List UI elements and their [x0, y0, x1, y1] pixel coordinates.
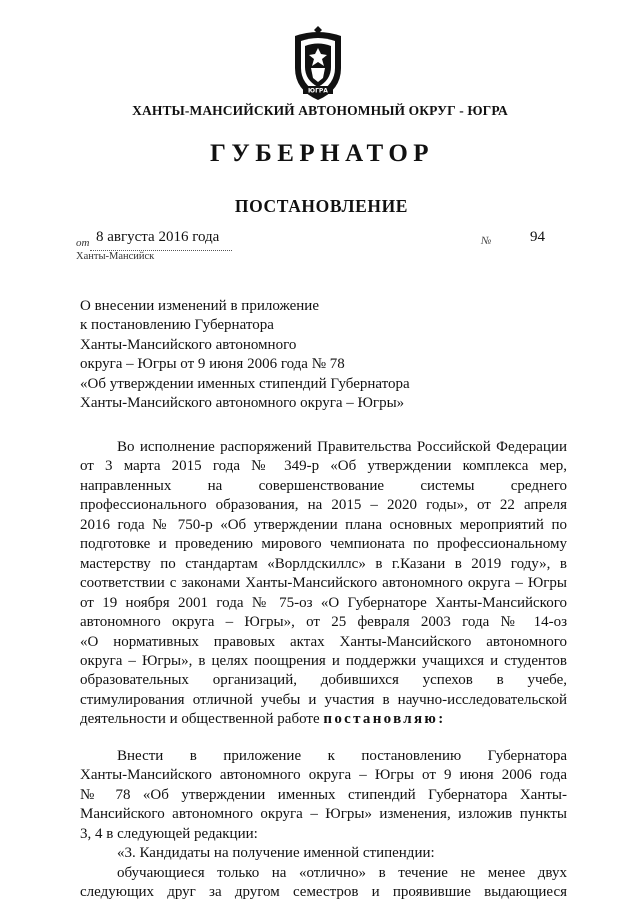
number-label: № — [481, 235, 492, 247]
coat-of-arms-icon — [283, 24, 353, 102]
body-line: следующих друг за другом семестров и проявившие выдающиеся — [80, 883, 567, 900]
body-line: «3. Кандидаты на получение именной стипендии: — [117, 845, 435, 862]
coat-of-arms-graphic — [283, 24, 353, 102]
body-line: Во исполнение распоряжений Правительства Российской Федерации — [117, 439, 567, 455]
body-line: соответствии с законами Ханты-Мансийского автономного округа – Югры — [80, 575, 567, 592]
body-line: подготовке и проведению мирового чемпионата по профессиональному — [80, 536, 567, 553]
body-line: 3, 4 в следующей редакции: — [80, 825, 258, 842]
subject-line: О внесении изменений в приложение — [80, 298, 319, 314]
body-line: направленных на совершенствование системы среднего — [80, 477, 567, 494]
body-line: от 3 марта 2015 года № 349-р «Об утверждении комплекса мер, — [80, 458, 567, 475]
body-line: мастерству по стандартам «Ворлдскиллс» в г.Казани в 2019 году», в — [80, 555, 567, 572]
body-line: Ханты-Мансийского автономного округа – Югры от 9 июня 2006 года — [80, 767, 567, 784]
body-line-resolve — [80, 710, 567, 729]
city-name: Ханты-Мансийск — [76, 251, 155, 262]
date-label: от — [76, 237, 90, 249]
body-line: автономного округа – Югры», от 25 февраля 2003 года № 14-оз — [80, 614, 567, 631]
authority-title: ГУБЕРНАТОР — [209, 140, 435, 167]
body-line: «О нормативных правовых актах Ханты-Мансийского автономного — [80, 633, 567, 650]
emblem-caption: ЮГРА — [308, 87, 328, 95]
document-subject — [80, 297, 480, 413]
paragraph-gap — [80, 730, 567, 747]
body-line-text: деятельности и общественной работе — [80, 711, 320, 728]
body-line: 2016 года № 750-р «Об утверждении плана основных мероприятий по — [80, 516, 567, 533]
subject-line: округа – Югры от 9 июня 2006 года № 78 — [80, 356, 345, 373]
subject-line: Ханты-Мансийского автономного — [80, 336, 297, 353]
body-line: профессионального образования, на 2015 – 2020 годы», от 22 апреля — [80, 497, 567, 514]
body-line: № 78 «Об утверждении именных стипендий Губернатора Ханты- — [80, 786, 567, 803]
body-line: образовательных организаций, добившихся успехов в учебе, — [80, 672, 567, 689]
resolve-word: постановляю: — [323, 711, 446, 728]
body-line: Внести в приложение к постановлению Губернатора — [117, 747, 567, 764]
body-line: округа – Югры», в целях поощрения и поддержки учащихся и студентов — [80, 652, 567, 669]
region-name: ХАНТЫ-МАНСИЙСКИЙ АВТОНОМНЫЙ ОКРУГ - ЮГРА — [132, 103, 508, 118]
document-body — [80, 438, 567, 902]
subject-line: «Об утверждении именных стипендий Губернатора — [80, 375, 410, 392]
document-type: ПОСТАНОВЛЕНИЕ — [234, 196, 409, 216]
document-number: 94 — [530, 229, 545, 245]
date-number-row — [76, 229, 556, 251]
body-line: Мансийского автономного округа – Югры» изменения, изложив пункты — [80, 806, 567, 823]
body-line: стимулирования отличной учебы и участия в научно-исследовательской — [80, 691, 567, 708]
subject-line: к постановлению Губернатора — [80, 317, 274, 334]
subject-line: Ханты-Мансийского автономного округа – Югры» — [80, 395, 405, 412]
document-date: 8 августа 2016 года — [96, 229, 220, 245]
body-line: обучающиеся только на «отлично» в течение не менее двух — [117, 864, 567, 881]
body-line: от 19 ноября 2001 года № 75-оз «О Губернаторе Ханты-Мансийского — [80, 594, 567, 611]
